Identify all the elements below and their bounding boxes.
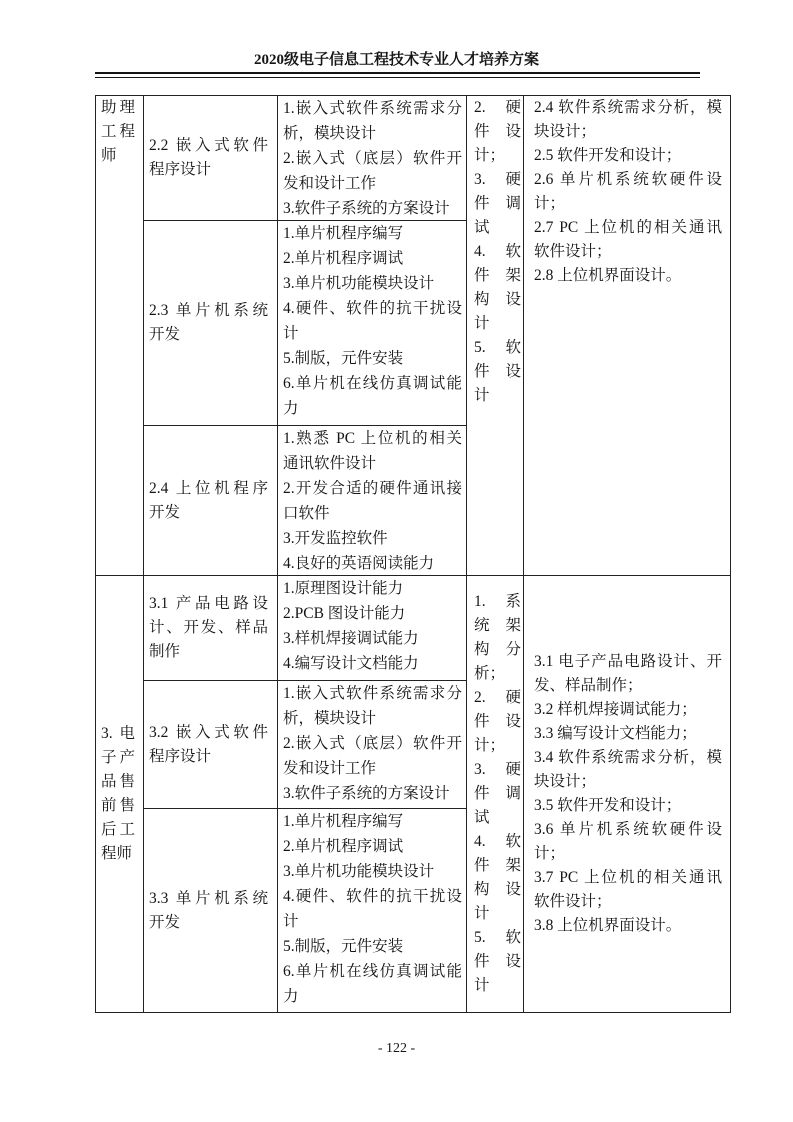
skill-line: 件调 xyxy=(474,195,521,212)
module-line: 开发 xyxy=(149,503,181,521)
module-line: 程序设计 xyxy=(149,747,212,765)
ability-line: 力 xyxy=(283,988,299,1005)
skills-cell xyxy=(466,575,524,1013)
course-item xyxy=(534,168,722,216)
role-cell xyxy=(95,575,144,1013)
ability-line: 6.单片机在线仿真调试能 xyxy=(283,375,462,392)
ability-item xyxy=(283,809,462,834)
courses-cell xyxy=(523,95,731,576)
skill-line: 件设 xyxy=(474,363,521,380)
module-cell xyxy=(143,808,278,1013)
courses-cell xyxy=(523,575,731,1013)
ability-line: 5.制版，元件安装 xyxy=(283,938,404,955)
course-line: 块设计； xyxy=(534,123,597,140)
ability-line: 3.软件子系统的方案设计 xyxy=(283,200,450,217)
ability-item xyxy=(283,959,462,1009)
skill-item xyxy=(474,926,521,998)
ability-line: 3.单片机功能模块设计 xyxy=(283,863,435,880)
ability-item xyxy=(283,221,462,246)
course-line: 3.7 PC 上位机的相关通讯 xyxy=(534,869,722,886)
skill-line: 3. 硬 xyxy=(474,761,521,778)
module-line: 3.3 单片机系统 xyxy=(149,889,268,907)
skill-line: 计； xyxy=(474,147,506,164)
module-line: 2.4 上位机程序 xyxy=(149,479,268,497)
ability-line: 4.编写设计文档能力 xyxy=(283,655,419,672)
ability-item xyxy=(283,96,462,146)
ability-item xyxy=(283,576,462,601)
ability-item xyxy=(283,146,462,196)
role-line: 后工 xyxy=(101,821,135,838)
ability-item xyxy=(283,859,462,884)
ability-item xyxy=(283,346,462,371)
module-line: 开发 xyxy=(149,913,181,931)
role-line: 3.电 xyxy=(101,725,135,742)
ability-item xyxy=(283,601,462,626)
ability-item xyxy=(283,296,462,346)
skill-line: 件架 xyxy=(474,857,521,874)
ability-line: 发和设计工作 xyxy=(283,760,377,777)
skill-line: 计； xyxy=(474,737,506,754)
role-line: 品售 xyxy=(101,773,135,790)
skill-line: 3. 硬 xyxy=(474,171,521,188)
course-line: 软件设计； xyxy=(534,243,612,260)
module-line: 2.2 嵌入式软件 xyxy=(149,137,268,154)
course-item xyxy=(534,216,722,264)
course-item xyxy=(534,650,722,698)
skill-line: 2. 硬 xyxy=(474,99,521,116)
skill-line: 5. 软 xyxy=(474,339,521,356)
module-cell xyxy=(143,425,278,576)
skill-line: 计 xyxy=(474,977,490,994)
ability-line: 1.嵌入式软件系统需求分 xyxy=(283,685,462,702)
skill-line: 5. 软 xyxy=(474,929,521,946)
ability-line: 2.嵌入式（底层）软件开 xyxy=(283,150,462,167)
module-line: 3.1 产品电路设 xyxy=(149,595,268,612)
course-item xyxy=(534,818,722,866)
role-line: 程师 xyxy=(101,845,133,862)
role-line: 助理 xyxy=(101,99,135,116)
ability-line: 3.开发监控软件 xyxy=(283,530,388,547)
abilities-cell xyxy=(277,680,467,809)
ability-item xyxy=(283,731,462,781)
module-line: 程序设计 xyxy=(149,161,212,178)
ability-line: 4.硬件、软件的抗干扰设 xyxy=(283,300,462,317)
ability-line: 1.原理图设计能力 xyxy=(283,580,404,597)
ability-line: 口软件 xyxy=(283,505,330,522)
skill-item xyxy=(474,830,521,926)
skill-line: 统架 xyxy=(474,617,521,634)
ability-item xyxy=(283,246,462,271)
ability-line: 2.嵌入式（底层）软件开 xyxy=(283,735,462,752)
course-item xyxy=(534,746,722,794)
ability-line: 4.硬件、软件的抗干扰设 xyxy=(283,888,462,905)
ability-line: 3.单片机功能模块设计 xyxy=(283,275,435,292)
role-line: 子产 xyxy=(101,749,135,766)
ability-item xyxy=(283,884,462,934)
skill-item xyxy=(474,686,521,758)
course-line: 计； xyxy=(534,845,566,862)
ability-item xyxy=(283,196,462,221)
skill-line: 4. 软 xyxy=(474,243,521,260)
skill-line: 计 xyxy=(474,387,490,404)
course-line: 块设计； xyxy=(534,773,597,790)
course-line: 2.4 软件系统需求分析，模 xyxy=(534,99,722,116)
ability-line: 2.单片机程序调试 xyxy=(283,838,404,855)
skill-item xyxy=(474,240,521,336)
role-line: 师 xyxy=(101,147,117,164)
skill-line: 件调 xyxy=(474,785,521,802)
abilities-cell xyxy=(277,220,467,426)
abilities-cell xyxy=(277,425,467,576)
ability-line: 1.嵌入式软件系统需求分 xyxy=(283,100,462,117)
ability-line: 2.开发合适的硬件通讯接 xyxy=(283,480,462,497)
course-line: 3.8 上位机界面设计。 xyxy=(534,917,682,934)
ability-item xyxy=(283,551,462,576)
skill-line: 构设 xyxy=(474,881,521,898)
abilities-cell xyxy=(277,808,467,1013)
course-line: 2.5 软件开发和设计； xyxy=(534,147,682,164)
module-cell xyxy=(143,680,278,809)
skill-item xyxy=(474,96,521,168)
ability-line: 1.单片机程序编写 xyxy=(283,225,404,242)
course-line: 3.6 单片机系统软硬件设 xyxy=(534,821,722,838)
course-line: 3.3 编写设计文档能力； xyxy=(534,725,697,742)
module-cell xyxy=(143,95,278,221)
course-item xyxy=(534,698,722,722)
skill-line: 计 xyxy=(474,905,490,922)
ability-line: 计 xyxy=(283,325,299,342)
skill-line: 4. 软 xyxy=(474,833,521,850)
ability-line: 发和设计工作 xyxy=(283,175,377,192)
skill-line: 析； xyxy=(474,665,506,682)
ability-line: 2.单片机程序调试 xyxy=(283,250,404,267)
ability-item xyxy=(283,626,462,651)
course-line: 3.4 软件系统需求分析，模 xyxy=(534,749,722,766)
module-line: 计、开发、样品 xyxy=(149,619,268,636)
skill-line: 试 xyxy=(474,809,490,826)
role-line: 前售 xyxy=(101,797,135,814)
skill-line: 件设 xyxy=(474,953,521,970)
course-item xyxy=(534,96,722,144)
skills-cell xyxy=(466,95,524,576)
ability-line: 通讯软件设计 xyxy=(283,455,377,472)
skill-line: 计 xyxy=(474,315,490,332)
module-line: 3.2 嵌入式软件 xyxy=(149,723,268,741)
ability-item xyxy=(283,426,462,476)
ability-line: 4.良好的英语阅读能力 xyxy=(283,555,435,572)
header-rule-thin xyxy=(95,77,700,78)
skill-line: 1. 系 xyxy=(474,593,521,610)
module-cell xyxy=(143,575,278,681)
course-item xyxy=(534,144,722,168)
module-line: 开发 xyxy=(149,326,181,343)
header-rule-thick xyxy=(95,72,700,74)
ability-item xyxy=(283,651,462,676)
skill-line: 构分 xyxy=(474,641,521,658)
course-line: 3.2 样机焊接调试能力； xyxy=(534,701,697,718)
ability-item xyxy=(283,371,462,421)
ability-line: 6.单片机在线仿真调试能 xyxy=(283,963,462,980)
course-item xyxy=(534,794,722,818)
ability-item xyxy=(283,681,462,731)
skill-item xyxy=(474,758,521,830)
ability-line: 计 xyxy=(283,913,299,930)
ability-line: 1.单片机程序编写 xyxy=(283,813,404,830)
ability-item xyxy=(283,271,462,296)
page-number: - 122 - xyxy=(377,1041,416,1056)
module-cell xyxy=(143,220,278,426)
skill-line: 2. 硬 xyxy=(474,689,521,706)
ability-line: 3.样机焊接调试能力 xyxy=(283,630,419,647)
course-item xyxy=(534,722,722,746)
course-item xyxy=(534,914,722,938)
ability-line: 5.制版，元件安装 xyxy=(283,350,404,367)
course-line: 2.7 PC 上位机的相关通讯 xyxy=(534,219,722,236)
ability-item xyxy=(283,781,462,806)
ability-line: 2.PCB 图设计能力 xyxy=(283,605,406,622)
skill-line: 件架 xyxy=(474,267,521,284)
course-line: 计； xyxy=(534,195,566,212)
abilities-cell xyxy=(277,95,467,221)
skill-item xyxy=(474,590,521,686)
role-line: 工程 xyxy=(101,123,135,140)
ability-item xyxy=(283,476,462,526)
course-line: 2.6 单片机系统软硬件设 xyxy=(534,171,722,188)
course-line: 软件设计； xyxy=(534,893,612,910)
course-line: 发、样品制作； xyxy=(534,677,643,694)
skill-line: 件设 xyxy=(474,123,521,140)
abilities-cell xyxy=(277,575,467,681)
skill-line: 件设 xyxy=(474,713,521,730)
course-item xyxy=(534,264,722,288)
ability-line: 析，模块设计 xyxy=(283,710,377,727)
skill-item xyxy=(474,168,521,240)
skill-line: 构设 xyxy=(474,291,521,308)
course-line: 3.1 电子产品电路设计、开 xyxy=(534,653,722,670)
course-line: 2.8 上位机界面设计。 xyxy=(534,267,682,284)
ability-item xyxy=(283,526,462,551)
ability-line: 3.软件子系统的方案设计 xyxy=(283,785,450,802)
course-line: 3.5 软件开发和设计； xyxy=(534,797,682,814)
page-title: 2020级电子信息工程技术专业人才培养方案 xyxy=(253,52,539,68)
skill-line: 试 xyxy=(474,219,490,236)
ability-item xyxy=(283,934,462,959)
ability-line: 析，模块设计 xyxy=(283,125,377,142)
skill-item xyxy=(474,336,521,408)
module-line: 2.3 单片机系统 xyxy=(149,302,268,319)
module-line: 制作 xyxy=(149,643,181,660)
role-cell xyxy=(95,95,144,576)
course-item xyxy=(534,866,722,914)
ability-item xyxy=(283,834,462,859)
ability-line: 力 xyxy=(283,400,299,417)
ability-line: 1.熟悉 PC 上位机的相关 xyxy=(283,430,462,447)
